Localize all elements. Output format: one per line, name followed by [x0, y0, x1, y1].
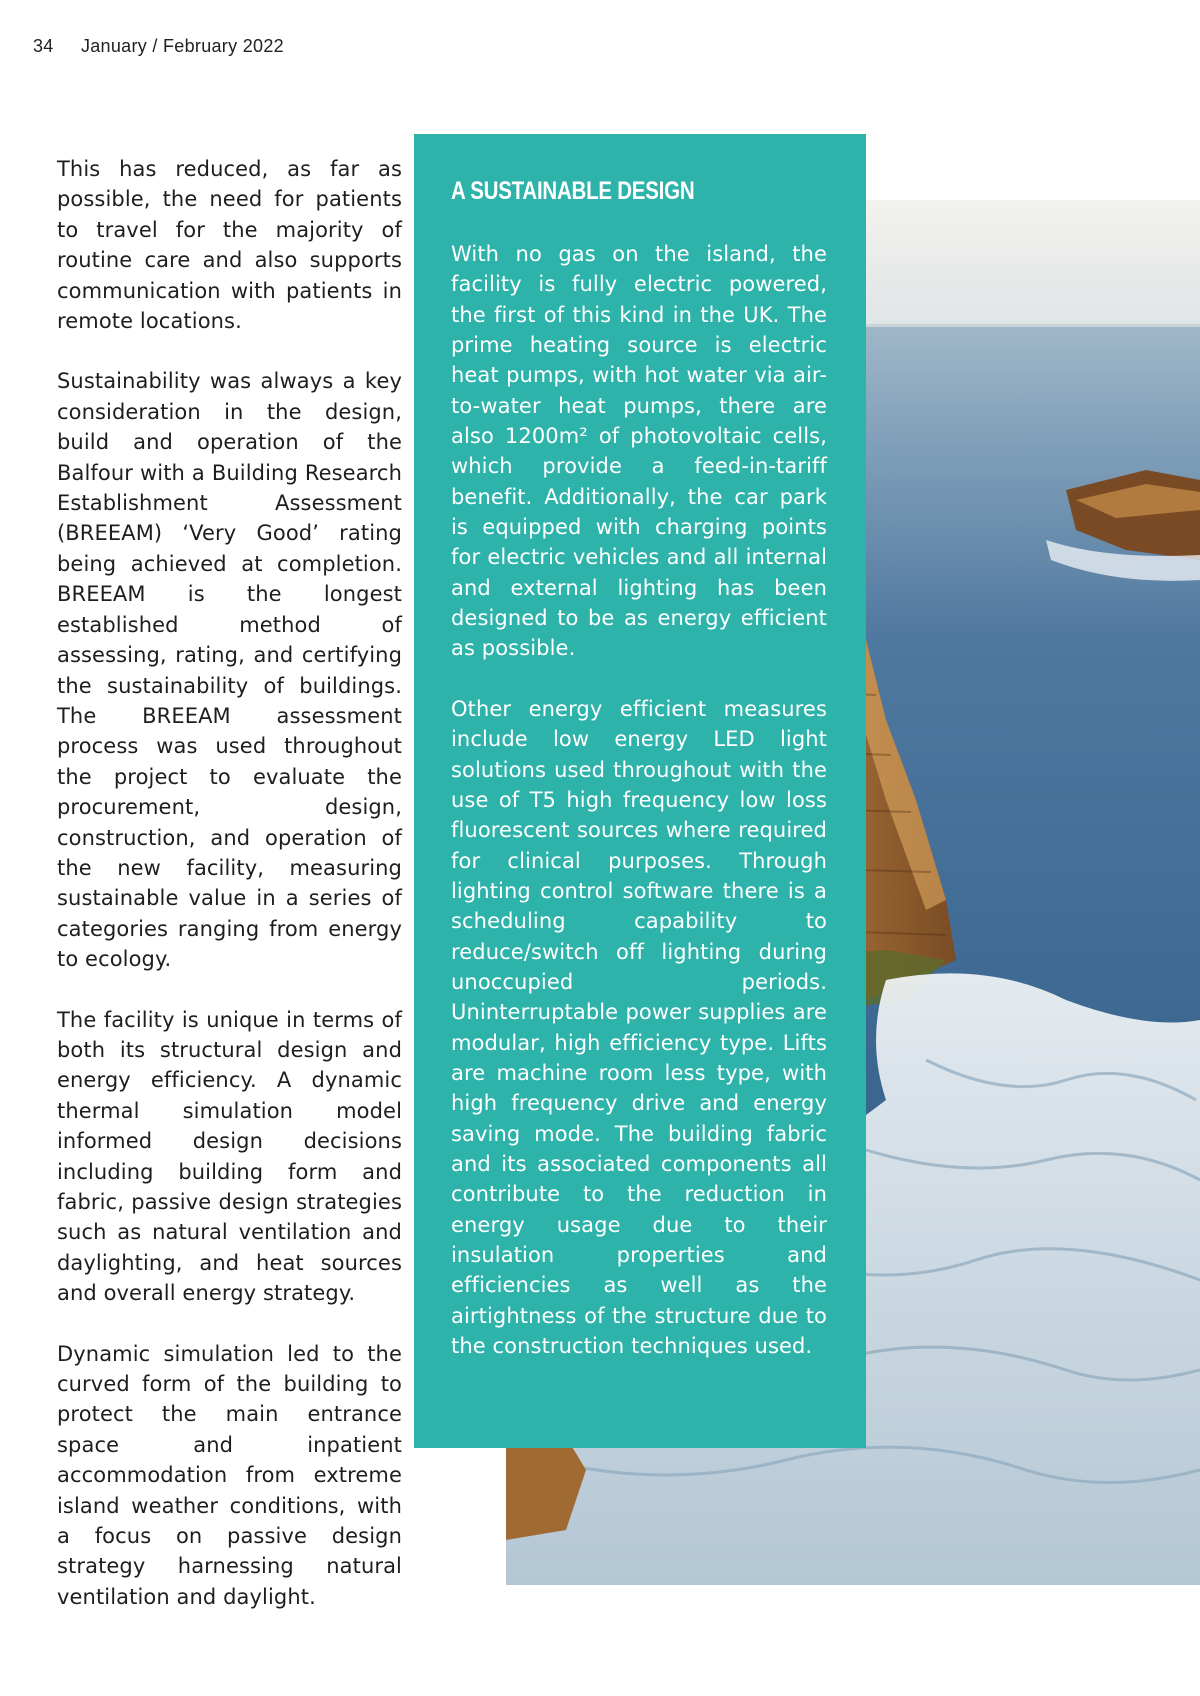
body-paragraph: Sustainability was always a key consideration in the design, build and operation of the Balfour with a Building Research Establishment Assessment (BREEAM) ‘Very Good’ rating being achieved at completion. BREEAM is the longest established method of assessing, rating, and certifying the sustainability of buildings. The BREEAM assessment process was used throughout the project to evaluate the procurement, design, construction, and operation of the new facility, measuring sustainable value in a series of categories ranging from energy to ecology. [57, 369, 402, 972]
issue-date: January / February 2022 [80, 36, 284, 56]
page-number: 34 [33, 36, 54, 56]
body-paragraph: Dynamic simulation led to the curved form of the building to protect the main entrance space and inpatient accommodation from extreme island weather conditions, with a focus on passive design strategy harnessing natural ventilation and daylight. [57, 1341, 402, 1609]
left-column [57, 154, 402, 1642]
page-header [33, 36, 284, 57]
sidebar-paragraph: With no gas on the island, the facility is fully electric powered, the first of this kind in the UK. The prime heating source is electric heat pumps, with hot water via air-to-water heat pumps, there are also 1200m² of photovoltaic cells, which provide a feed-in-tariff benefit. Additionally, the car park is equipped with charging points for electric vehicles and all internal and external lighting has been designed to be as energy efficient as possible. [451, 242, 827, 661]
body-paragraph: This has reduced, as far as possible, the need for patients to travel for the majority of routine care and also supports communication with patients in remote locations. [57, 157, 402, 334]
sustainable-design-sidebar [414, 134, 866, 1448]
body-paragraph: The facility is unique in terms of both its structural design and energy efficiency. A dynamic thermal simulation model informed design decisions including building form and fabric, passive design strategies such as natural ventilation and daylighting, and heat sources and overall energy strategy. [57, 1007, 402, 1306]
sidebar-title: A SUSTAINABLE DESIGN [451, 177, 695, 205]
sidebar-paragraph: Other energy efficient measures include low energy LED light solutions used throughout with the use of T5 high frequency low loss fluorescent sources where required for clinical purposes. Through lighting control software there is a scheduling capability to reduce/switch off lighting during unoccupied periods. Uninterruptable power supplies are modular, high efficiency type. Lifts are machine room less type, with high frequency drive and energy saving mode. The building fabric and its associated components all contribute to the reduction in energy usage due to their insulation properties and efficiencies as well as the airtightness of the structure due to the construction techniques used. [451, 696, 827, 1359]
